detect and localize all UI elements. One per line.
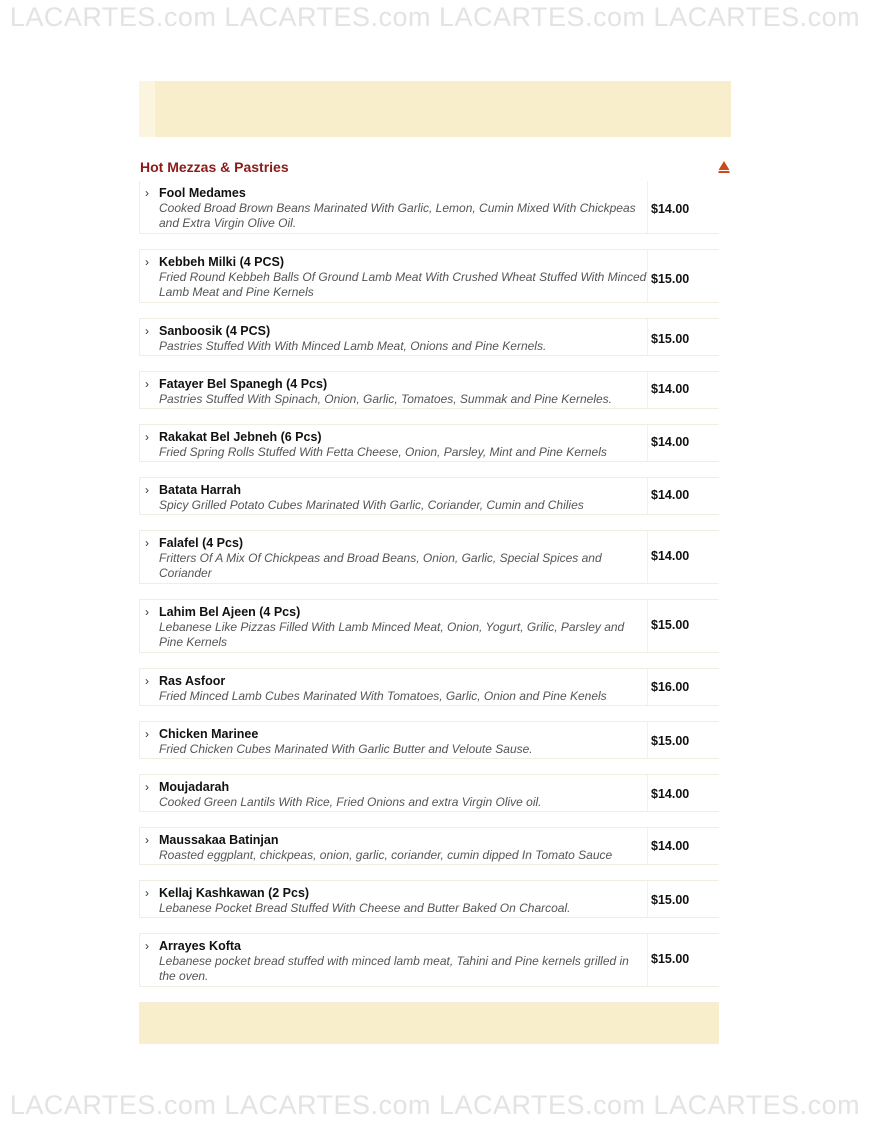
- item-description: Lebanese Like Pizzas Filled With Lamb Minced Meat, Onion, Yogurt, Grilic, Parsley and Pine Kernels: [159, 620, 625, 649]
- top-banner-edge: [139, 81, 155, 137]
- item-name: Kebbeh Milki (4 PCS): [159, 255, 285, 269]
- menu-item: [139, 356, 719, 372]
- menu-item: [139, 722, 719, 759]
- menu-item: [139, 865, 719, 881]
- item-name: Batata Harrah: [159, 483, 241, 497]
- item-description: Pastries Stuffed With With Minced Lamb Meat, Onions and Pine Kernels.: [159, 339, 547, 353]
- item-description: Fritters Of A Mix Of Chickpeas and Broad Beans, Onion, Garlic, Special Spices and Coriander: [159, 551, 602, 580]
- item-name: Chicken Marinee: [159, 727, 259, 741]
- menu-item: [139, 584, 719, 600]
- item-name: Moujadarah: [159, 780, 230, 794]
- menu-item: [139, 812, 719, 828]
- chevron-right-icon: ›: [145, 255, 149, 269]
- chevron-right-icon: ›: [145, 536, 149, 550]
- watermark-top: LACARTES.com LACARTES.com LACARTES.com LACARTES.com: [9, 2, 861, 32]
- item-price: $15.00: [651, 272, 690, 286]
- item-description: Fried Spring Rolls Stuffed With Fetta Cheese, Onion, Parsley, Mint and Pine Kernels: [159, 445, 607, 459]
- menu-item: [139, 181, 719, 234]
- menu-item: [139, 881, 719, 918]
- chevron-right-icon: ›: [145, 674, 149, 688]
- item-price: $15.00: [651, 952, 690, 966]
- item-description: Cooked Broad Brown Beans Marinated With Garlic, Lemon, Cumin Mixed With Chickpeas and Extra Virgin Olive Oil.: [159, 201, 636, 230]
- item-price: $14.00: [651, 382, 690, 396]
- item-name: Fatayer Bel Spanegh (4 Pcs): [159, 377, 328, 391]
- item-price: $14.00: [651, 202, 690, 216]
- item-name: Maussakaa Batinjan: [159, 833, 279, 847]
- menu-item: [139, 372, 719, 409]
- item-name: Arrayes Kofta: [159, 939, 241, 953]
- menu-item: [139, 828, 719, 865]
- top-banner: [139, 81, 731, 137]
- item-name: Ras Asfoor: [159, 674, 226, 688]
- chevron-right-icon: ›: [145, 886, 149, 900]
- item-price: $14.00: [651, 549, 690, 563]
- menu-item: [139, 600, 719, 653]
- menu-item: [139, 669, 719, 706]
- chevron-right-icon: ›: [145, 780, 149, 794]
- menu-item: [139, 409, 719, 425]
- menu-item: [139, 706, 719, 722]
- menu-item: [139, 759, 719, 775]
- item-name: Rakakat Bel Jebneh (6 Pcs): [159, 430, 322, 444]
- item-description: Roasted eggplant, chickpeas, onion, garlic, coriander, cumin dipped In Tomato Sauce: [159, 848, 613, 862]
- chevron-right-icon: ›: [145, 324, 149, 338]
- watermark-bottom: LACARTES.com LACARTES.com LACARTES.com LACARTES.com: [9, 1090, 861, 1120]
- menu-item: [139, 515, 719, 531]
- item-name: Lahim Bel Ajeen (4 Pcs): [159, 605, 301, 619]
- menu-item: [139, 303, 719, 319]
- item-description: Fried Round Kebbeh Balls Of Ground Lamb Meat With Crushed Wheat Stuffed With Minced Lamb Meat and Pine Kernels: [159, 270, 647, 299]
- item-description: Lebanese Pocket Bread Stuffed With Cheese and Butter Baked On Charcoal.: [159, 901, 571, 915]
- menu-item: [139, 234, 719, 250]
- chevron-right-icon: ›: [145, 605, 149, 619]
- item-description: Fried Minced Lamb Cubes Marinated With Tomatoes, Garlic, Onion and Pine Kenels: [159, 689, 607, 703]
- menu-item: [139, 987, 719, 1003]
- menu-item: [139, 918, 719, 934]
- item-name: Sanboosik (4 PCS): [159, 324, 271, 338]
- item-description: Fried Chicken Cubes Marinated With Garlic Butter and Veloute Sause.: [159, 742, 533, 756]
- item-name: Kellaj Kashkawan (2 Pcs): [159, 886, 310, 900]
- item-description: Lebanese pocket bread stuffed with minced lamb meat, Tahini and Pine kernels grilled in the oven.: [159, 954, 629, 983]
- menu-item: [139, 250, 719, 303]
- item-price: $14.00: [651, 435, 690, 449]
- item-price: $15.00: [651, 618, 690, 632]
- item-price: $15.00: [651, 893, 690, 907]
- item-price: $15.00: [651, 332, 690, 346]
- menu-item: [139, 425, 719, 462]
- menu-list: [139, 181, 719, 1003]
- chevron-right-icon: ›: [145, 833, 149, 847]
- menu-item: [139, 653, 719, 669]
- triangle-up-icon[interactable]: [718, 160, 730, 174]
- item-description: Cooked Green Lantils With Rice, Fried Onions and extra Virgin Olive oil.: [159, 795, 542, 809]
- menu-item: [139, 934, 719, 987]
- menu-item: [139, 319, 719, 356]
- section-title: Hot Mezzas & Pastries: [140, 159, 289, 175]
- chevron-right-icon: ›: [145, 377, 149, 391]
- chevron-right-icon: ›: [145, 727, 149, 741]
- item-price: $14.00: [651, 488, 690, 502]
- bottom-banner: [139, 1003, 719, 1044]
- menu-item: [139, 462, 719, 478]
- item-price: $14.00: [651, 787, 690, 801]
- item-price: $16.00: [651, 680, 690, 694]
- menu-item: [139, 531, 719, 584]
- menu-item: [139, 478, 719, 515]
- chevron-right-icon: ›: [145, 430, 149, 444]
- chevron-right-icon: ›: [145, 939, 149, 953]
- item-description: Pastries Stuffed With Spinach, Onion, Garlic, Tomatoes, Summak and Pine Kerneles.: [159, 392, 612, 406]
- chevron-right-icon: ›: [145, 483, 149, 497]
- menu-item: [139, 775, 719, 812]
- chevron-right-icon: ›: [145, 186, 149, 200]
- item-name: Fool Medames: [159, 186, 246, 200]
- item-description: Spicy Grilled Potato Cubes Marinated With Garlic, Coriander, Cumin and Chilies: [159, 498, 584, 512]
- item-price: $15.00: [651, 734, 690, 748]
- item-name: Falafel (4 Pcs): [159, 536, 244, 550]
- item-price: $14.00: [651, 839, 690, 853]
